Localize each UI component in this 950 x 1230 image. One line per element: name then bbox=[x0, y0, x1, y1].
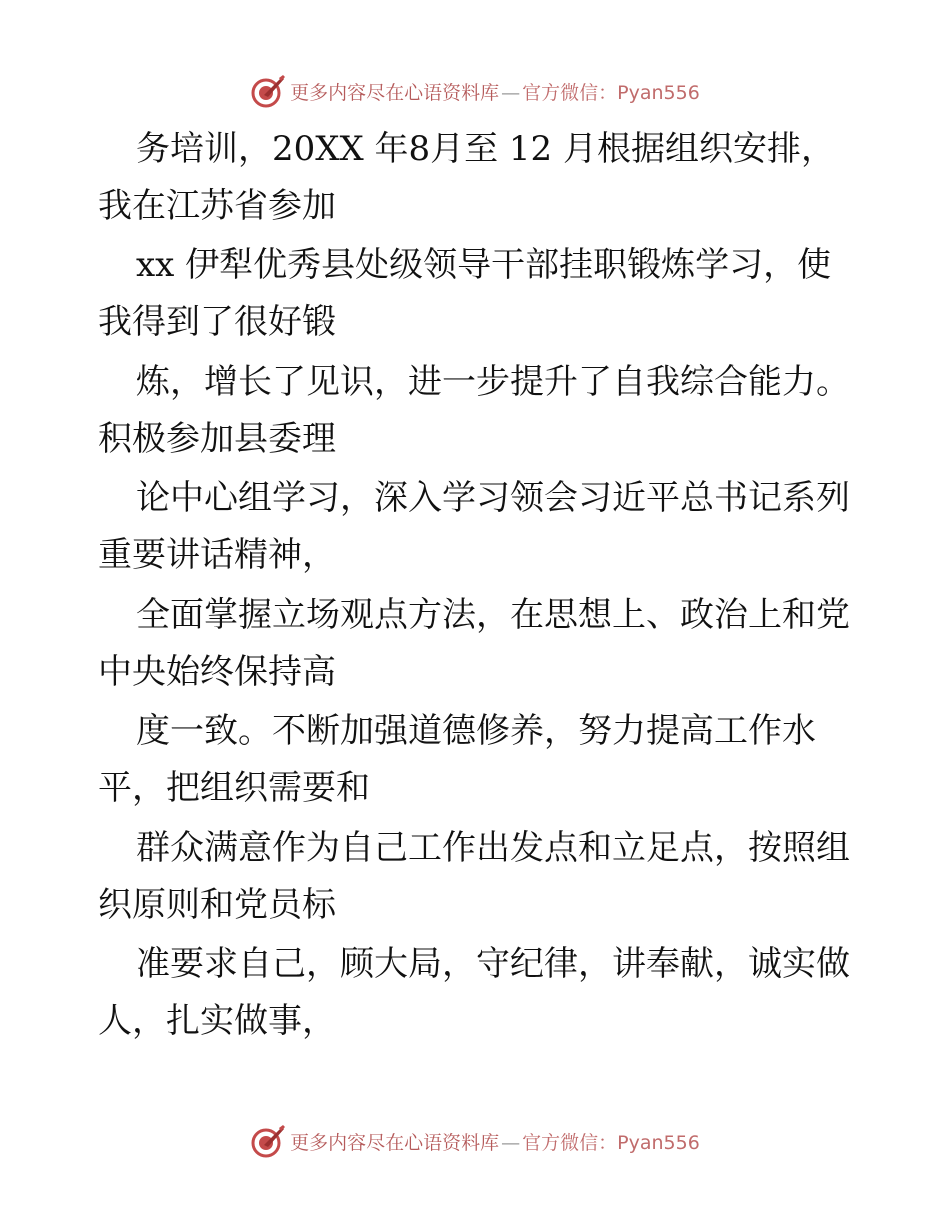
body-line: 准要求自己，顾大局，守纪律，讲奉献，诚实做 bbox=[136, 944, 850, 984]
body-line: 平，把组织需要和 bbox=[98, 768, 370, 808]
footer-banner bbox=[0, 1121, 950, 1161]
body-line: 中央始终保持高 bbox=[98, 652, 336, 692]
header-banner-title: 更多内容尽在心语资料库 bbox=[290, 81, 500, 104]
body-line: 我得到了很好锻 bbox=[98, 302, 336, 342]
body-line: 炼，增长了见识，进一步提升了自我综合能力。 bbox=[136, 362, 850, 402]
footer-banner-dash: — bbox=[501, 1131, 521, 1154]
body-line: 度一致。不断加强道德修养，努力提高工作水 bbox=[136, 711, 816, 751]
footer-banner-wechat: 官方微信：Pyan556 bbox=[522, 1131, 700, 1154]
body-line: 织原则和党员标 bbox=[98, 885, 336, 925]
quill-logo-icon bbox=[250, 73, 286, 109]
header-banner-dash: — bbox=[501, 81, 521, 104]
body-line: xx 伊犁优秀县处级领导干部挂职锻炼学习，使 bbox=[136, 245, 832, 285]
header-banner-wechat: 官方微信：Pyan556 bbox=[522, 81, 700, 104]
body-line: 积极参加县委理 bbox=[98, 419, 336, 459]
footer-banner-title: 更多内容尽在心语资料库 bbox=[290, 1131, 500, 1154]
quill-logo-icon bbox=[250, 1123, 286, 1159]
header-banner bbox=[0, 71, 950, 111]
body-line: 重要讲话精神， bbox=[98, 535, 336, 575]
body-line: 论中心组学习，深入学习领会习近平总书记系列 bbox=[136, 478, 850, 518]
body-line: 群众满意作为自己工作出发点和立足点，按照组 bbox=[136, 828, 850, 868]
body-line: 人，扎实做事， bbox=[98, 1001, 336, 1041]
body-line: 我在江苏省参加 bbox=[98, 186, 336, 226]
body-line: 全面掌握立场观点方法，在思想上、政治上和党 bbox=[136, 595, 850, 635]
body-line: 务培训，20XX 年8月至 12 月根据组织安排， bbox=[136, 129, 835, 169]
